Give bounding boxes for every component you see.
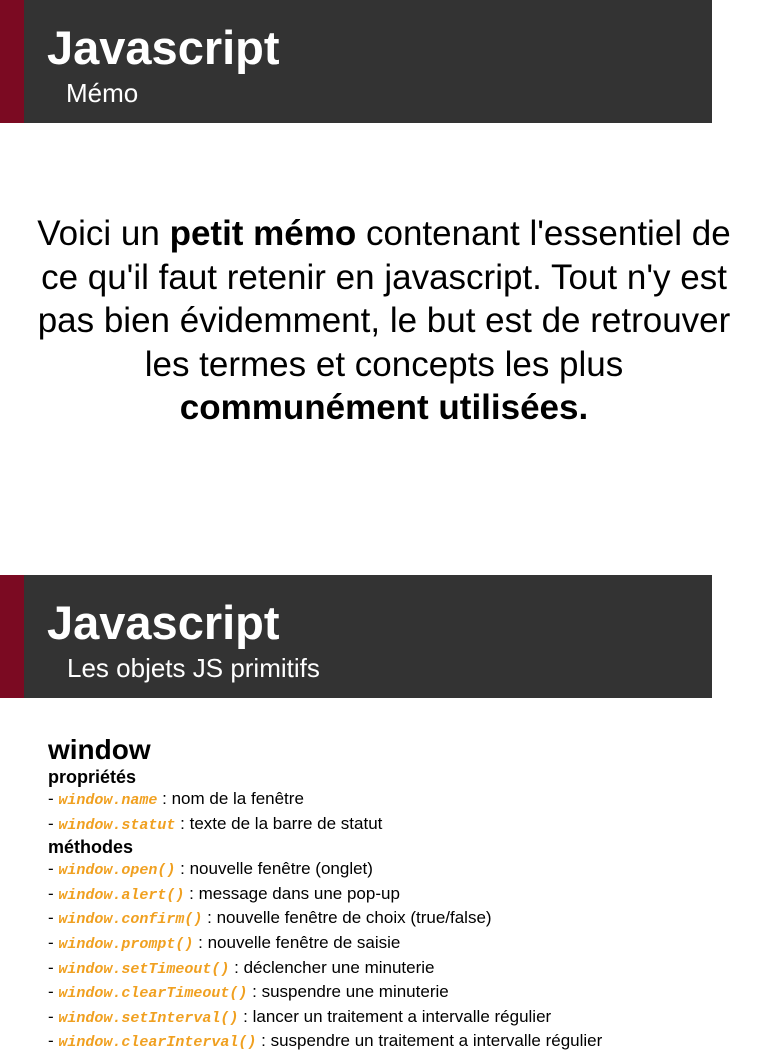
methods-list	[48, 858, 748, 1055]
list-item	[48, 883, 748, 908]
slide-subtitle: Les objets JS primitifs	[67, 653, 320, 683]
slide-title: Javascript	[47, 596, 280, 649]
bullet-dash: -	[48, 982, 59, 1002]
intro-text-bold: petit mémo	[169, 214, 357, 253]
header-accent-bar	[0, 575, 24, 698]
item-description: : lancer un traitement a intervalle régulier	[238, 1006, 552, 1026]
section-title: window	[48, 734, 151, 765]
code-term: window.open()	[58, 862, 176, 880]
item-description: : nouvelle fenêtre de choix (true/false)	[202, 908, 492, 928]
window-section	[48, 733, 748, 1055]
code-term: window.setInterval()	[58, 1009, 239, 1027]
bullet-dash: -	[48, 1006, 59, 1026]
properties-list	[48, 788, 748, 837]
bullet-dash: -	[48, 883, 59, 903]
intro-paragraph	[24, 212, 744, 430]
header-accent-bar	[0, 0, 24, 123]
item-description: : suspendre un traitement a intervalle régulier	[256, 1031, 603, 1051]
bullet-dash: -	[48, 908, 59, 928]
list-item	[48, 932, 748, 957]
list-item	[48, 907, 748, 932]
properties-label: propriétés	[48, 767, 137, 787]
item-description: : nouvelle fenêtre (onglet)	[175, 859, 373, 879]
item-description: : texte de la barre de statut	[175, 813, 383, 833]
item-description: : message dans une pop-up	[184, 883, 400, 903]
list-item	[48, 788, 748, 813]
item-description: : nom de la fenêtre	[157, 789, 304, 808]
slide-subtitle: Mémo	[66, 78, 139, 108]
code-term: window.setTimeout()	[58, 960, 230, 978]
bullet-dash: -	[48, 789, 59, 808]
code-term: window.alert()	[58, 886, 185, 904]
list-item	[48, 981, 748, 1006]
list-item	[48, 858, 748, 883]
bullet-dash: -	[48, 813, 59, 833]
bullet-dash: -	[48, 859, 59, 879]
bullet-dash: -	[48, 932, 59, 952]
code-term: window.confirm()	[58, 911, 203, 929]
slide-header-objets	[0, 575, 712, 698]
methods-label: méthodes	[48, 837, 134, 858]
item-description: : nouvelle fenêtre de saisie	[193, 932, 401, 952]
list-item	[48, 957, 748, 982]
intro-text-bold: communément utilisées.	[179, 388, 589, 427]
bullet-dash: -	[48, 957, 59, 977]
code-term: window.clearInterval()	[58, 1034, 257, 1052]
code-term: window.statut	[58, 816, 176, 834]
intro-text: Voici un	[37, 214, 170, 253]
intro-text: contenant l'essentiel de ce qu'il faut retenir en javascript. Tout n'y est pas bien évidemment, le but est de retrouver les termes et concepts les plus	[37, 214, 731, 384]
list-item	[48, 813, 748, 838]
slide-header-memo	[0, 0, 712, 123]
code-term: window.name	[58, 792, 158, 809]
list-item	[48, 1030, 748, 1055]
list-item	[48, 1006, 748, 1031]
bullet-dash: -	[48, 1031, 59, 1051]
item-description: : suspendre une minuterie	[247, 982, 449, 1002]
item-description: : déclencher une minuterie	[229, 957, 435, 977]
slide-title: Javascript	[47, 21, 280, 74]
code-term: window.prompt()	[58, 935, 194, 953]
code-term: window.clearTimeout()	[58, 985, 248, 1003]
